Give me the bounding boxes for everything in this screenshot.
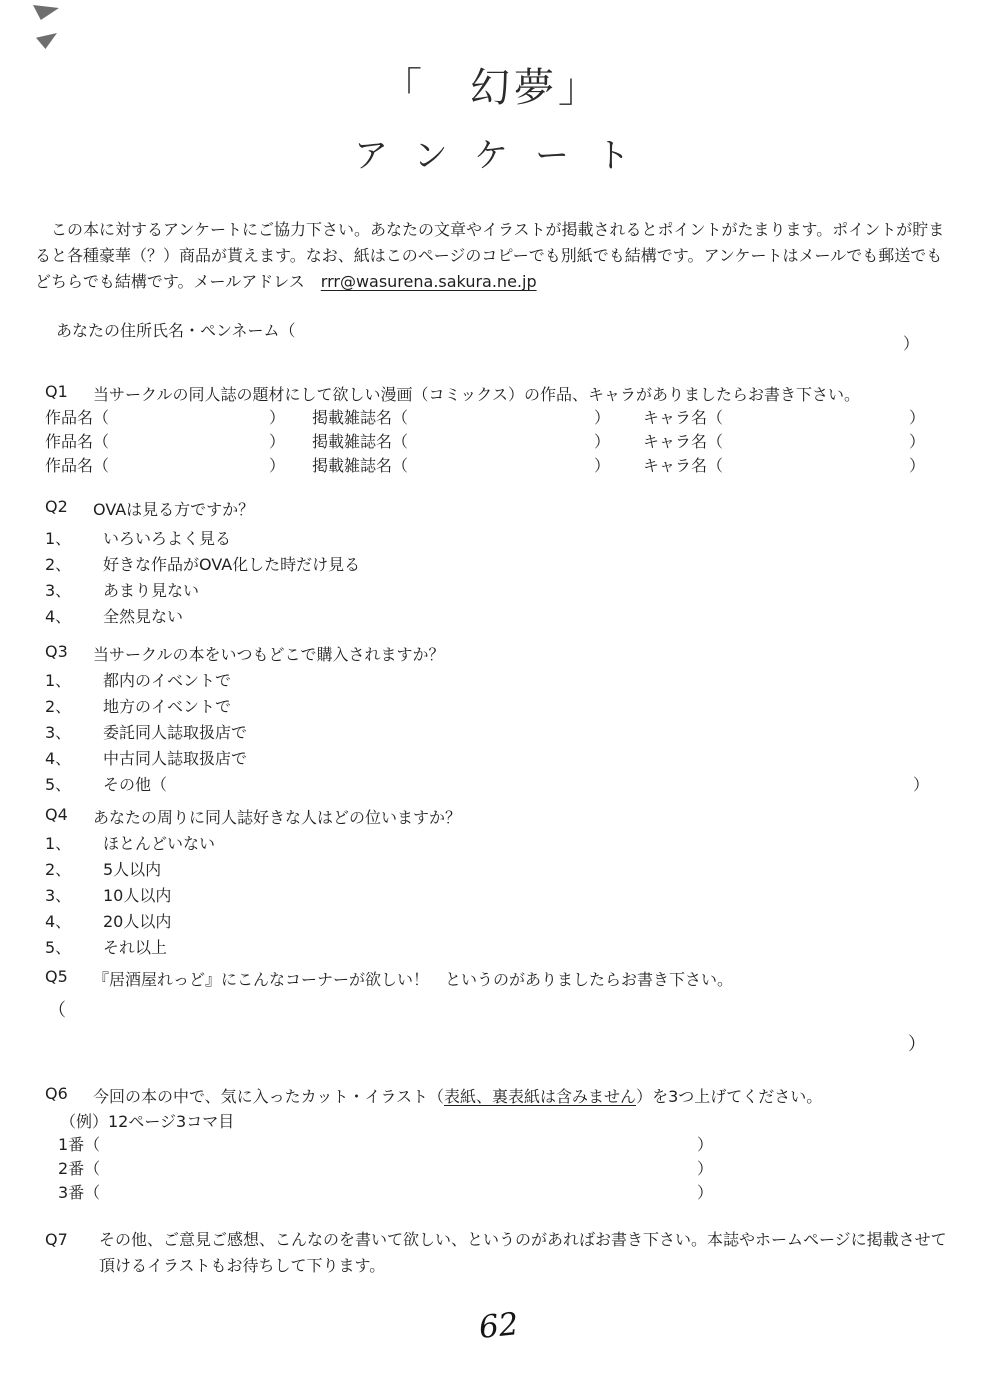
option-label: 委託同人誌取扱店で: [103, 723, 248, 742]
q5-number: Q5: [45, 967, 68, 986]
character-label: キャラ名（: [643, 408, 724, 427]
option-row: [45, 746, 247, 772]
q1-answer-row: [45, 430, 925, 454]
q6-underlined-note: 表紙、裏表紙は含みません: [444, 1087, 637, 1106]
q6-answer-rows: [58, 1133, 713, 1205]
option-number: 1、: [45, 671, 72, 690]
q4-options: [45, 831, 215, 961]
q3-number: Q3: [45, 642, 68, 661]
q7-header: [45, 1227, 947, 1278]
option-label: 好きな作品がOVA化した時だけ見る: [103, 555, 361, 574]
close-paren: ）: [908, 456, 925, 475]
address-name-field-label: あなたの住所氏名・ペンネーム（: [56, 321, 296, 340]
q2-question-text: OVAは見る方ですか？: [93, 500, 255, 519]
magazine-label: 掲載雑誌名（: [312, 432, 409, 451]
option-label: ほとんどいない: [103, 834, 216, 853]
intro-line: この本に対するアンケートにご協力下さい。あなたの文章やイラストが掲載されるとポイントがたまります。ポイントが貯ま: [35, 220, 945, 239]
q1-answer-row: [45, 406, 925, 430]
q3-question-text: 当サークルの本をいつもどこで購入されますか？: [93, 645, 445, 664]
option-number: 5、: [45, 938, 72, 957]
intro-line: ると各種豪華（？）商品が貰えます。なお、紙はこのページのコピーでも別紙でも結構です。アンケートはメールでも郵送でも: [35, 246, 943, 265]
option-number: 3、: [45, 723, 72, 742]
q6-number: Q6: [45, 1084, 68, 1103]
character-label: キャラ名（: [643, 456, 724, 475]
q6-text-after: ）を3つ上げてください。: [636, 1087, 823, 1106]
work-title-label: 作品名（: [45, 408, 110, 427]
option-row: [45, 526, 360, 552]
close-paren: ）: [908, 432, 925, 451]
option-label: 10人以内: [103, 886, 172, 905]
magazine-field: [312, 430, 610, 454]
option-row: [45, 909, 215, 935]
q5-close-paren: ）: [908, 1034, 926, 1055]
q2-header: [45, 497, 254, 520]
option-row: [45, 831, 215, 857]
handwritten-page-number: 62: [477, 1306, 521, 1346]
address-field-close-paren: ）: [903, 334, 920, 353]
magazine-field: [312, 406, 610, 430]
character-field: [643, 454, 925, 478]
option-number: 3、: [45, 886, 72, 905]
q6-question-text: [93, 1084, 822, 1107]
option-row: [45, 552, 360, 578]
option-number: 2、: [45, 555, 72, 574]
option-number: 2、: [45, 860, 72, 879]
q1-answer-row: [45, 454, 925, 478]
option-row: [45, 604, 360, 630]
option-label: いろいろよく見る: [103, 529, 232, 548]
q3-options: [45, 668, 930, 798]
option-row: [45, 772, 247, 798]
close-paren: ）: [268, 456, 285, 475]
option-number: 3、: [45, 581, 72, 600]
rank-label: 1番（: [58, 1135, 101, 1154]
q1-question-text: 当サークルの同人誌の題材にして欲しい漫画（コミックス）の作品、キャラがありましたらお書き下さい。: [93, 385, 861, 404]
q1-answer-rows: [45, 406, 925, 478]
option-number: 1、: [45, 834, 72, 853]
option-label: 中古同人誌取扱店で: [103, 749, 248, 768]
close-paren: ）: [696, 1159, 713, 1178]
rank-label: 2番（: [58, 1159, 101, 1178]
option-label: それ以上: [103, 938, 168, 957]
option-label: 20人以内: [103, 912, 172, 931]
option-row: [45, 578, 360, 604]
character-label: キャラ名（: [643, 432, 724, 451]
intro-line-text: どちらでも結構です。メールアドレス: [35, 272, 321, 291]
option-label: その他（: [103, 775, 168, 794]
email-address: rrr@wasurena.sakura.ne.jp: [320, 272, 537, 291]
option-label: 都内のイベントで: [103, 671, 232, 690]
option-label: あまり見ない: [103, 581, 200, 600]
option-number: 4、: [45, 607, 72, 626]
q6-text-before: 今回の本の中で、気に入ったカット・イラスト（: [93, 1087, 445, 1106]
q6-answer-row: [58, 1181, 713, 1205]
q7-number: Q7: [45, 1230, 68, 1249]
q6-example-text: （例）12ページ3コマ目: [60, 1112, 235, 1131]
character-field: [643, 406, 925, 430]
q7-line: その他、ご意見ご感想、こんなのを書いて欲しい、というのがあればお書き下さい。本誌やホームページに掲載させて: [99, 1230, 947, 1249]
q1-header: [45, 382, 860, 405]
q6-answer-row: [58, 1157, 713, 1181]
q5-header: [45, 967, 733, 990]
page-title: 「 幻夢」: [382, 65, 602, 111]
option-number: 5、: [45, 775, 72, 794]
close-paren: ）: [593, 432, 610, 451]
q4-question-text: あなたの周りに同人誌好きな人はどの位いますか？: [93, 808, 462, 827]
work-title-label: 作品名（: [45, 432, 110, 451]
magazine-label: 掲載雑誌名（: [312, 456, 409, 475]
work-title-field: [45, 454, 285, 478]
q4-number: Q4: [45, 805, 68, 824]
option-row: [45, 720, 247, 746]
option-label: 5人以内: [103, 860, 162, 879]
work-title-field: [45, 406, 285, 430]
option-label: 地方のイベントで: [103, 697, 232, 716]
q5-open-paren: （: [48, 1000, 66, 1021]
option-number: 4、: [45, 749, 72, 768]
rank-label: 3番（: [58, 1183, 101, 1202]
work-title-label: 作品名（: [45, 456, 110, 475]
close-paren: ）: [593, 456, 610, 475]
close-paren: ）: [593, 408, 610, 427]
option-number: 1、: [45, 529, 72, 548]
q7-line: 頂けるイラストもお待ちして下ります。: [99, 1255, 386, 1275]
close-paren: ）: [908, 408, 925, 427]
q3-header: [45, 642, 445, 665]
q6-answer-row: [58, 1133, 713, 1157]
page-subtitle: アンケート: [354, 136, 657, 176]
option-row: [45, 694, 247, 720]
close-paren: ）: [696, 1135, 713, 1154]
q6-header: [45, 1084, 822, 1107]
option-number: 4、: [45, 912, 72, 931]
q1-number: Q1: [45, 382, 68, 401]
intro-line: [35, 269, 944, 295]
character-field: [643, 430, 925, 454]
close-paren: ）: [696, 1183, 713, 1202]
q5-question-text: 『居酒屋れっど』にこんなコーナーが欲しい！ というのがありましたらお書き下さい。: [93, 970, 734, 989]
q4-header: [45, 805, 461, 828]
option-row: [45, 883, 215, 909]
close-paren: ）: [268, 408, 285, 427]
option-number: 2、: [45, 697, 72, 716]
q2-number: Q2: [45, 497, 68, 516]
intro-paragraph: [35, 217, 944, 295]
other-field-close-paren: ）: [913, 775, 930, 794]
q7-question-text: [99, 1227, 947, 1278]
q2-options: [45, 526, 360, 630]
magazine-label: 掲載雑誌名（: [312, 408, 409, 427]
magazine-field: [312, 454, 610, 478]
option-row: [45, 668, 247, 694]
work-title-field: [45, 430, 285, 454]
close-paren: ）: [268, 432, 285, 451]
option-label: 全然見ない: [103, 607, 184, 626]
option-row: [45, 857, 215, 883]
scan-artifact-icon: [33, 5, 59, 20]
option-row: [45, 935, 215, 961]
scan-artifact-icon: [36, 33, 57, 49]
